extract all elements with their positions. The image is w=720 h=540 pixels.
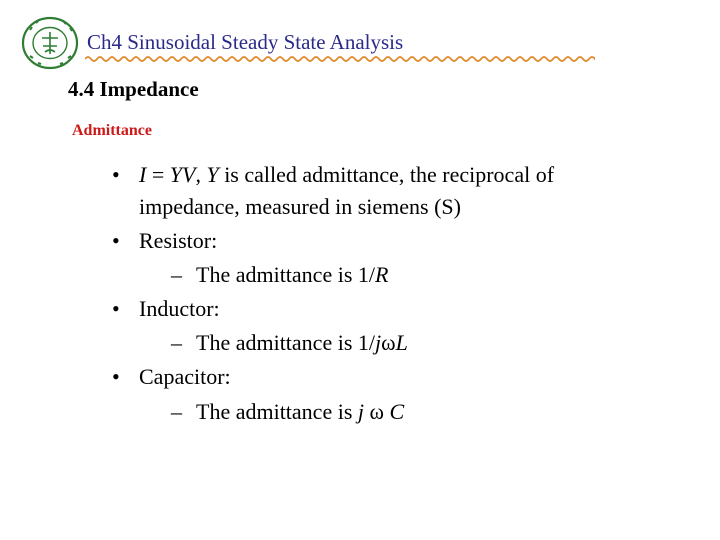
university-seal-logo [20, 16, 80, 70]
dash-marker: – [171, 399, 182, 424]
comma: , [195, 162, 207, 187]
var-j: j [357, 399, 365, 424]
var-j: j [375, 330, 382, 355]
section-subtitle: Admittance [72, 122, 152, 139]
var-r: R [375, 262, 389, 287]
capacitor-prefix: The admittance is [196, 399, 358, 424]
bullet-1-rest: is called admittance, the reciprocal of [218, 162, 555, 187]
capacitor-admittance [171, 397, 404, 427]
section-title: 4.4 Impedance [68, 77, 199, 101]
capacitor-label: Capacitor: [139, 364, 231, 389]
dash-marker: – [171, 262, 182, 287]
inductor-prefix: The admittance is 1/ [196, 330, 375, 355]
var-l: L [395, 330, 408, 355]
var-c: C [389, 399, 405, 424]
var-y: Y [206, 162, 219, 187]
bullet-1-text [139, 160, 554, 190]
bullet-marker: • [112, 364, 120, 389]
equals: = [146, 162, 170, 187]
bullet-1-line2: impedance, measured in siemens (S) [139, 194, 461, 219]
bullet-marker: • [112, 296, 120, 321]
bullet-marker: • [112, 162, 120, 187]
resistor-label: Resistor: [139, 228, 218, 253]
var-yv: YV [169, 162, 196, 187]
resistor-prefix: The admittance is 1/ [196, 262, 375, 287]
resistor-admittance [171, 260, 388, 290]
decorative-wave-divider [85, 52, 595, 66]
omega: ω [381, 330, 396, 355]
bullet-marker: • [112, 228, 120, 253]
omega: ω [364, 399, 390, 424]
dash-marker: – [171, 330, 182, 355]
chapter-title: Ch4 Sinusoidal Steady State Analysis [87, 30, 404, 54]
inductor-label: Inductor: [139, 296, 220, 321]
inductor-admittance [171, 328, 408, 358]
var-i: I [139, 162, 147, 187]
